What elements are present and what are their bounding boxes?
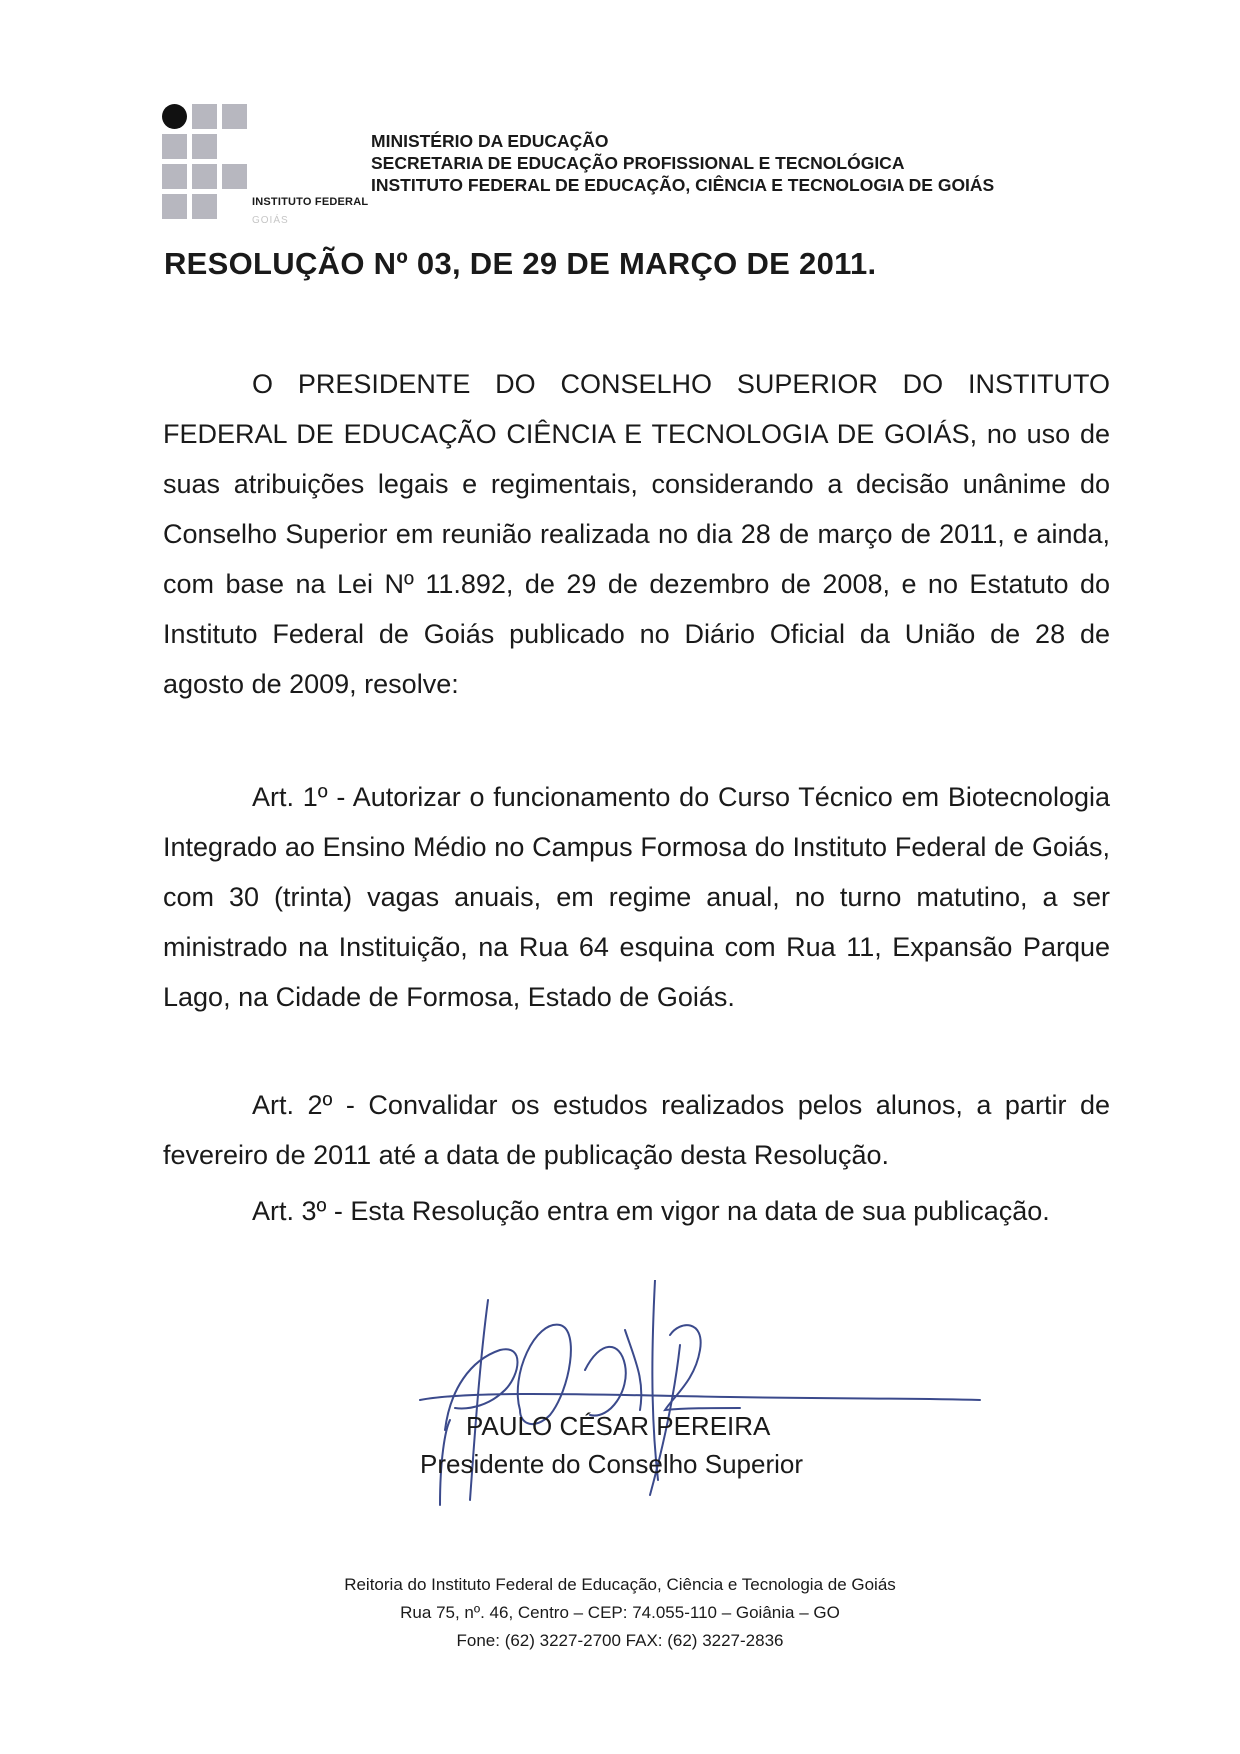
signatory-name: PAULO CÉSAR PEREIRA [466,1411,771,1441]
letterhead-line-ministry: MINISTÉRIO DA EDUCAÇÃO [371,131,609,151]
resolution-title: RESOLUÇÃO Nº 03, DE 29 DE MARÇO DE 2011. [164,246,877,281]
handwritten-signature [410,1280,990,1520]
signature-icon [410,1280,990,1520]
preamble-paragraph [163,359,1110,709]
article-1 [163,772,1110,1022]
signatory-role: Presidente do Conselho Superior [420,1449,804,1479]
article-3-text: Art. 3º - Esta Resolução entra em vigor na data de sua publicação. [252,1196,1050,1226]
article-2 [163,1080,1110,1180]
institution-logo [162,104,382,229]
article-3 [163,1186,1110,1236]
article-2-text: Art. 2º - Convalidar os estudos realizados pelos alunos, a partir de fevereiro de 2011 até a data de publicação desta Resolução. [163,1090,1110,1170]
letterhead [371,130,994,196]
logo-name: INSTITUTO FEDERAL [252,196,369,208]
footer-line-institution: Reitoria do Instituto Federal de Educação, Ciência e Tecnologia de Goiás [344,1575,896,1594]
letterhead-line-institute: INSTITUTO FEDERAL DE EDUCAÇÃO, CIÊNCIA E TECNOLOGIA DE GOIÁS [371,175,995,195]
footer-line-address: Rua 75, nº. 46, Centro – CEP: 74.055-110 – Goiânia – GO [400,1603,840,1622]
footer-line-phone: Fone: (62) 3227-2700 FAX: (62) 3227-2836 [456,1631,784,1650]
logo-state: GOIÁS [252,215,289,226]
article-1-text: Art. 1º - Autorizar o funcionamento do Curso Técnico em Biotecnologia Integrado ao Ensino Médio no Campus Formosa do Instituto Federal de Goiás, com 30 (trinta) vagas anuais, em regime anual, no turno matutino, a ser ministrado na Instituição, na Rua 64 esquina com Rua 11, Expansão Parque Lago, na Cidade de Formosa, Estado de Goiás. [163,782,1110,1012]
letterhead-line-secretariat: SECRETARIA DE EDUCAÇÃO PROFISSIONAL E TECNOLÓGICA [371,153,905,173]
page-footer [0,1571,1240,1655]
preamble-text: O PRESIDENTE DO CONSELHO SUPERIOR DO INSTITUTO FEDERAL DE EDUCAÇÃO CIÊNCIA E TECNOLOGIA DE GOIÁS, no uso de suas atribuições legais e regimentais, considerando a decisão unânime do Conselho Superior em reunião realizada no dia 28 de março de 2011, e ainda, com base na Lei Nº 11.892, de 29 de dezembro de 2008, e no Estatuto do Instituto Federal de Goiás publicado no Diário Oficial da União de 28 de agosto de 2009, resolve: [163,369,1110,699]
logo-grid-icon [162,104,254,222]
